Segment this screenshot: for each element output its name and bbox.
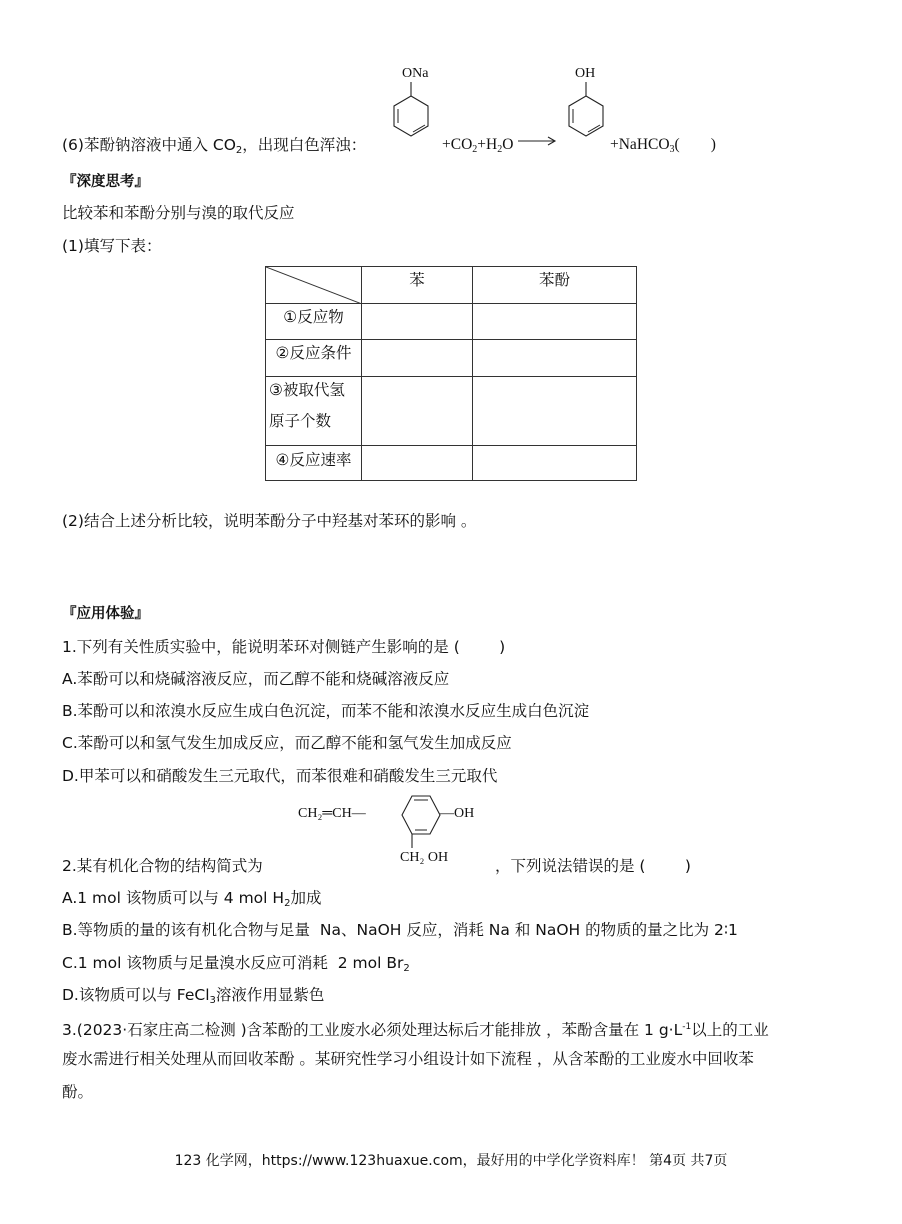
q1-option-a: A.苯酚可以和烧碱溶液反应，而乙醇不能和烧碱溶液反应 [62, 670, 450, 688]
q2-option-a: A.1 mol 该物质可以与 4 mol $H_2$加成 [62, 889, 322, 909]
table-header-phenol: 苯酚 [538, 271, 570, 289]
table-row-rate: ④反应速率 [275, 451, 352, 469]
q1-option-c: C.苯酚可以和氢气发生加成反应，而乙醇不能和氢气发生加成反应 [62, 734, 512, 752]
structure-ch2oh-label: CH₂ OH [400, 850, 449, 865]
phenol-group-label: OH [575, 66, 596, 81]
answer-cell[interactable] [473, 377, 636, 445]
deep-thinking-q1: (1)填写下表： [62, 237, 162, 255]
comparison-table [265, 266, 637, 481]
q3-line-2: 废水需进行相关处理从而回收苯酚 。某研究性学习小组设计如下流程 ，从含苯酚的工业废水中回收苯 [62, 1050, 754, 1068]
answer-cell[interactable] [362, 446, 472, 480]
deep-thinking-q2: (2)结合上述分析比较，说明苯酚分子中羟基对苯环的影响 。 [62, 512, 477, 530]
reagents-text: $+CO_2+H_2O$ [442, 136, 514, 155]
structure-oh-label: —OH [440, 806, 475, 821]
answer-cell[interactable] [473, 340, 636, 376]
q3-line-1: 3.(2023·石家庄高二检测 )含苯酚的工业废水必须处理达标后才能排放 ，苯酚含量在 1 $g\cdot L^{-1}$以上的工业 [62, 1021, 769, 1039]
answer-cell[interactable] [362, 304, 472, 339]
deep-thinking-heading: 『深度思考』 [62, 174, 149, 190]
q3-line-3: 酚。 [62, 1083, 94, 1101]
structure-vinyl-label: CH₂═CH— [298, 806, 366, 821]
table-row-condition: ②反应条件 [275, 344, 352, 362]
table-header-benzene: 苯 [409, 271, 425, 289]
phenoxide-group-label: ONa [402, 66, 429, 81]
q2-option-d: D.该物质可以与 FeCl$_3$溶液作用显紫色 [62, 986, 325, 1006]
phenoxide-ring-icon [388, 80, 434, 150]
q1-option-b: B.苯酚可以和浓溴水反应生成白色沉淀，而苯不能和浓溴水反应生成白色沉淀 [62, 702, 590, 720]
deep-thinking-intro: 比较苯和苯酚分别与溴的取代反应 [62, 204, 295, 222]
answer-cell[interactable] [473, 304, 636, 339]
q2-stem-a: 2.某有机化合物的结构简式为 [62, 857, 263, 875]
answer-cell[interactable] [473, 446, 636, 480]
answer-cell[interactable] [362, 377, 472, 445]
q1-stem: 1.下列有关性质实验中，能说明苯环对侧链产生影响的是 ( ) [62, 638, 506, 656]
reaction-arrow-icon [518, 135, 558, 147]
q2-option-c: C.1 mol 该物质与足量溴水反应可消耗 2 mol $Br_2$ [62, 954, 410, 974]
page-footer: 123 化学网，https://www.123huaxue.com，最好用的中学化学资料库！ 第4页 共7页 [174, 1153, 728, 1169]
q1-option-d: D.甲苯可以和硝酸发生三元取代，而苯很难和硝酸发生三元取代 [62, 767, 498, 785]
phenol-ring-icon [563, 80, 609, 150]
q2-stem-b: ，下列说法错误的是 ( ) [495, 857, 691, 875]
table-row-hydrogen-count: ③被取代氢 [269, 381, 345, 399]
table-row-hydrogen-count-2: 原子个数 [269, 412, 332, 430]
table-diagonal-line [266, 267, 362, 304]
application-heading: 『应用体验』 [62, 606, 149, 622]
nahco3-text: +NaHCO$_3$( ) [610, 136, 716, 155]
q2-option-b: B.等物质的量的该有机化合物与足量 Na、NaOH 反应，消耗 Na 和 NaOH 的物质的量之比为 2∶1 [62, 921, 738, 939]
table-row-reactant: ①反应物 [283, 308, 344, 326]
answer-cell[interactable] [362, 340, 472, 376]
q6-text: (6)苯酚钠溶液中通入 $CO_2$，出现白色浑浊： [62, 136, 367, 156]
